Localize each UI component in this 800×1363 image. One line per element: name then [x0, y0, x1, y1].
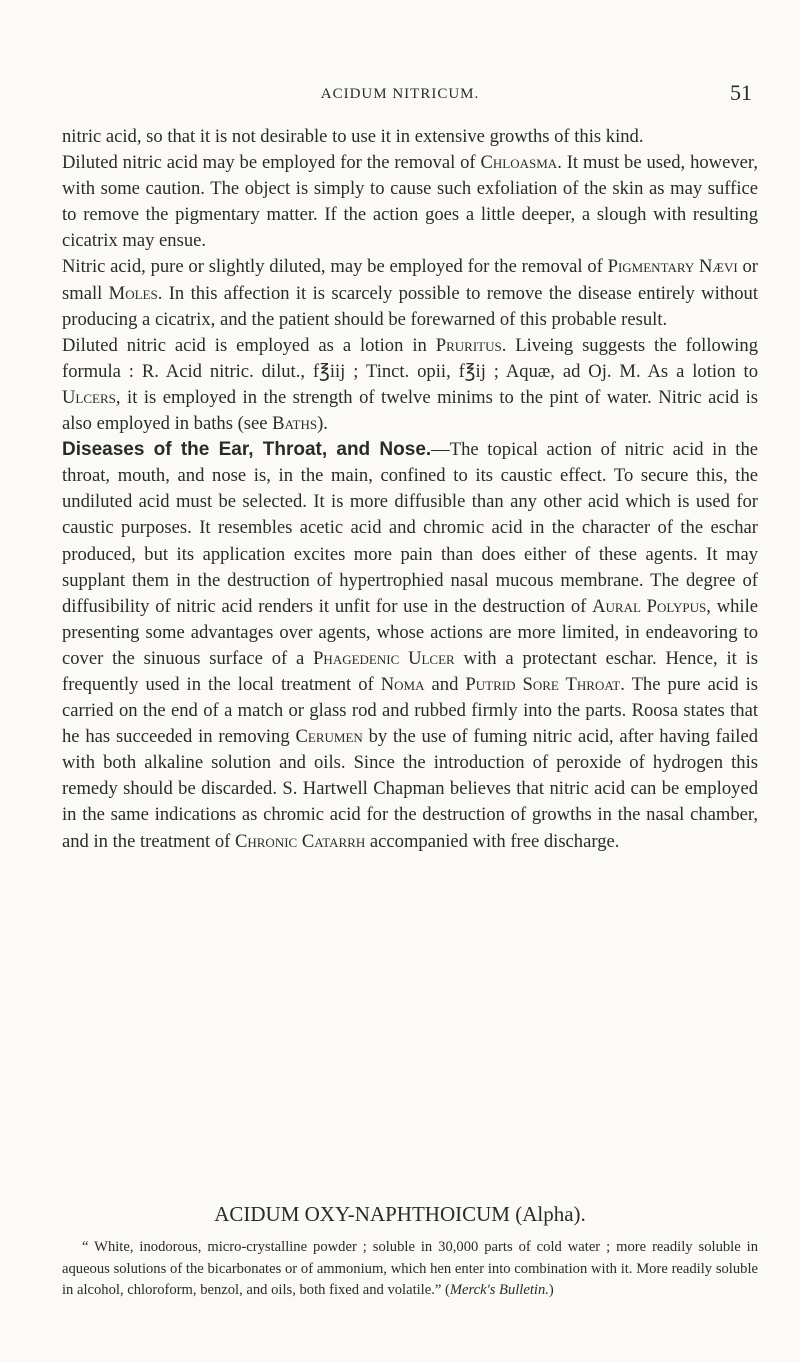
page-number: 51 — [730, 80, 752, 105]
paragraph-text: . It must be used, however, with some caution. The object is simply to cause such exfoliation of the skin as may suffice to remove the pigmentary matter. If the action goes a little deeper, a slough with resulting cicatrix may ensue. — [62, 152, 758, 252]
paragraph-1: nitric acid, so that it is not desirable to use it in extensive growths of this kind. — [62, 126, 644, 147]
term-pruritus: Pruritus — [435, 334, 502, 356]
body-text — [62, 124, 758, 855]
paragraph-text: . The pure acid is carried on the end of a match or glass rod and rubbed firmly into the parts. Roosa states that he has succeeded in removing — [62, 673, 758, 748]
paragraph-text: —The topical action of nitric acid in the throat, mouth, and nose is, in the main, confined to its caustic effect. To secure this, the undiluted acid must be selected. It is more diffusible than any other acid which is used for caustic purposes. It resembles acetic acid and chromic acid in the character of the eschar produced, but its application excites more pain than does either of these agents. It may supplant them in the destruction of hypertrophied nasal mucous membrane. The degree of diffusibility of nitric acid renders it unfit for use in the destruction of — [62, 439, 758, 617]
paragraph-text: or small — [62, 256, 758, 304]
term-aural-polypus: Aural Polypus — [592, 595, 707, 617]
paragraph-text: , while presenting some advantages over agents, whose actions are more limited, in endeavoring to cover the sinuous surface of a — [62, 595, 759, 669]
paragraph-text: with a protectant eschar. Hence, it is frequently used in the local treatment of — [62, 647, 758, 695]
paragraph-text: . In this affection it is scarcely possible to remove the disease entirely without producing a cicatrix, and the patient should be forewarned of this probable result. — [62, 282, 758, 330]
section-title: ACIDUM OXY-NAPHTHOICUM (Alpha). — [214, 1202, 586, 1226]
term-putrid-sore-throat: Putrid Sore Throat — [465, 673, 621, 695]
term-phagedenic-ulcer: Phagedenic Ulcer — [313, 647, 455, 669]
paragraph-text: accompanied with free discharge. — [365, 830, 620, 852]
paragraph-pruritus — [62, 333, 758, 437]
quotation-paragraph — [62, 1237, 758, 1302]
running-head: ACIDUM NITRICUM. — [320, 86, 480, 102]
term-pigmentary-naevi: Pigmentary Nævi — [607, 256, 738, 278]
paragraph-text: Nitric acid, pure or slightly diluted, may be employed for the removal of — [62, 256, 608, 278]
paragraph-text: Diluted nitric acid is employed as a lotion in — [62, 334, 436, 356]
term-baths: Baths — [272, 413, 318, 435]
paragraph-chloasma — [62, 150, 758, 254]
paragraph-text: . Liveing suggests the following formula : R. Acid nitric. dilut., f℥iij ; Tinct. opii, f℥ij ; Aquæ, ad Oj. M. As a lotion to — [62, 334, 758, 382]
subsection-heading: Diseases of the Ear, Throat, and Nose. — [62, 439, 432, 461]
term-moles: Moles — [108, 282, 158, 304]
paragraph-text: , it is employed in the strength of twelve minims to the pint of water. Nitric acid is also employed in baths (see — [62, 386, 758, 435]
paragraph-text: Diluted nitric acid may be employed for the removal of — [62, 152, 481, 174]
quotation — [62, 1237, 758, 1302]
paragraph-text: ). — [317, 413, 328, 435]
quotation-text: “ White, inodorous, micro-crystalline powder ; soluble in 30,000 parts of cold water ; more readily soluble in aqueous solutions of the bicarbonates or of ammonium, which hen enter into combination with it. More readily soluble in alcohol, chloroform, benzol, and oils, both fixed and volatile.” ( — [62, 1239, 758, 1298]
term-noma: Noma — [380, 673, 425, 695]
paragraph-ear-throat-nose — [62, 437, 758, 855]
quotation-source: Merck's Bulletin. — [449, 1282, 549, 1298]
term-chronic-catarrh: Chronic Catarrh — [234, 830, 366, 852]
paragraph-text: and — [424, 673, 466, 695]
quotation-text: ) — [548, 1282, 554, 1298]
paragraph-naevi — [62, 254, 758, 332]
term-cerumen: Cerumen — [295, 726, 363, 748]
term-ulcers: Ulcers — [62, 386, 116, 408]
paragraph-text: by the use of fuming nitric acid, after having failed with both alkaline solution and oils. Since the introduction of peroxide of hydrogen this remedy should be discarded. S. Hartwell Chapman believes that nitric acid can be employed in the same indications as chromic acid for the destruction of growths in the nasal chamber, and in the treatment of — [62, 726, 758, 852]
term-chloasma: Chloasma — [480, 152, 558, 174]
